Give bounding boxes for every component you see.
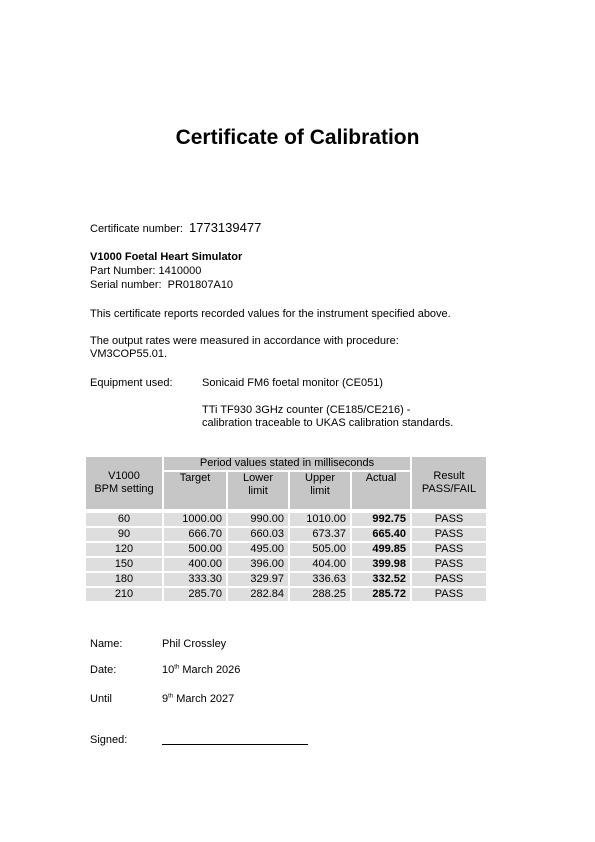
lower-limit-header [228,472,288,509]
result-cell: PASS [412,558,486,571]
lower-limit-header-line-2: limit [248,485,268,497]
result-header-line-1: Result [433,470,465,482]
serial-number-label: Serial number: [90,279,162,291]
date-rest: March 2026 [179,664,241,676]
result-cell: PASS [412,543,486,556]
lower-limit-cell: 329.97 [228,573,288,586]
result-cell: PASS [412,573,486,586]
part-number-line [90,264,201,278]
equipment-item-2-line-1: TTi TF930 3GHz counter (CE185/CE216) - [202,404,411,416]
upper-limit-cell: 673.37 [290,528,350,541]
actual-cell: 332.52 [352,573,410,586]
bpm-cell: 210 [86,588,162,601]
statement-text: This certificate reports recorded values for the instrument specified above. [90,308,451,320]
upper-limit-cell: 404.00 [290,558,350,571]
until-suffix: th [168,693,174,700]
bpm-cell: 120 [86,543,162,556]
lower-limit-header-line-1: Lower [243,472,273,484]
bpm-header-line-2: BPM setting [94,483,154,495]
certificate-number-label: Certificate number: [90,223,183,235]
bpm-cell: 180 [86,573,162,586]
procedure-line-2: VM3COP55.01. [90,348,168,360]
lower-limit-cell: 396.00 [228,558,288,571]
table-row [86,543,486,556]
actual-cell: 665.40 [352,528,410,541]
result-cell: PASS [412,588,486,601]
certificate-number-line [90,221,261,236]
part-number-value: 1410000 [158,265,202,277]
table-row [86,588,486,601]
until-value [162,692,234,706]
target-cell: 500.00 [164,543,226,556]
target-header: Target [164,472,226,509]
table-row [86,558,486,571]
upper-limit-cell: 288.25 [290,588,350,601]
result-header-line-2: PASS/FAIL [421,483,477,495]
lower-limit-cell: 495.00 [228,543,288,556]
bpm-cell: 60 [86,513,162,526]
lower-limit-cell: 660.03 [228,528,288,541]
date-day: 10 [162,664,175,676]
signature-line [162,744,308,745]
until-day: 9 [162,693,169,705]
actual-header: Actual [352,472,410,509]
certificate-number-value: 1773139477 [189,220,262,235]
until-rest: March 2027 [173,693,235,705]
actual-cell: 499.85 [352,543,410,556]
upper-limit-header-line-2: limit [310,485,330,497]
table-row [86,513,486,526]
upper-limit-cell: 505.00 [290,543,350,556]
serial-number-line [90,278,233,292]
date-label: Date: [90,664,117,676]
lower-limit-cell: 990.00 [228,513,288,526]
equipment-label: Equipment used: [90,377,173,389]
upper-limit-cell: 1010.00 [290,513,350,526]
actual-cell: 399.98 [352,558,410,571]
date-value [162,663,240,677]
name-label: Name: [90,638,123,650]
bpm-header-line-1: V1000 [108,470,140,482]
signed-label: Signed: [90,734,128,746]
result-cell: PASS [412,513,486,526]
period-header: Period values stated in milliseconds [164,457,410,470]
serial-number-value: PR01807A10 [167,279,234,291]
part-number-label: Part Number: [90,265,156,277]
equipment-item-2-line-2: calibration traceable to UKAS calibration standards. [202,417,454,429]
upper-limit-cell: 336.63 [290,573,350,586]
page-title: Certificate of Calibration [175,126,420,149]
result-header [412,457,486,509]
target-cell: 1000.00 [164,513,226,526]
until-label: Until [90,693,113,705]
instrument-name: V1000 Foetal Heart Simulator [90,251,243,263]
lower-limit-cell: 282.84 [228,588,288,601]
target-cell: 285.70 [164,588,226,601]
result-cell: PASS [412,528,486,541]
name-value: Phil Crossley [162,638,227,650]
bpm-header [86,457,162,509]
bpm-cell: 150 [86,558,162,571]
actual-cell: 285.72 [352,588,410,601]
bpm-cell: 90 [86,528,162,541]
table-row [86,573,486,586]
target-cell: 333.30 [164,573,226,586]
date-suffix: th [174,664,180,671]
procedure-line-1: The output rates were measured in accordance with procedure: [90,335,399,347]
actual-cell: 992.75 [352,513,410,526]
equipment-item-1: Sonicaid FM6 foetal monitor (CE051) [202,377,383,389]
upper-limit-header-line-1: Upper [305,472,335,484]
target-cell: 400.00 [164,558,226,571]
upper-limit-header [290,472,350,509]
target-cell: 666.70 [164,528,226,541]
table-row [86,528,486,541]
calibration-table [84,455,488,603]
